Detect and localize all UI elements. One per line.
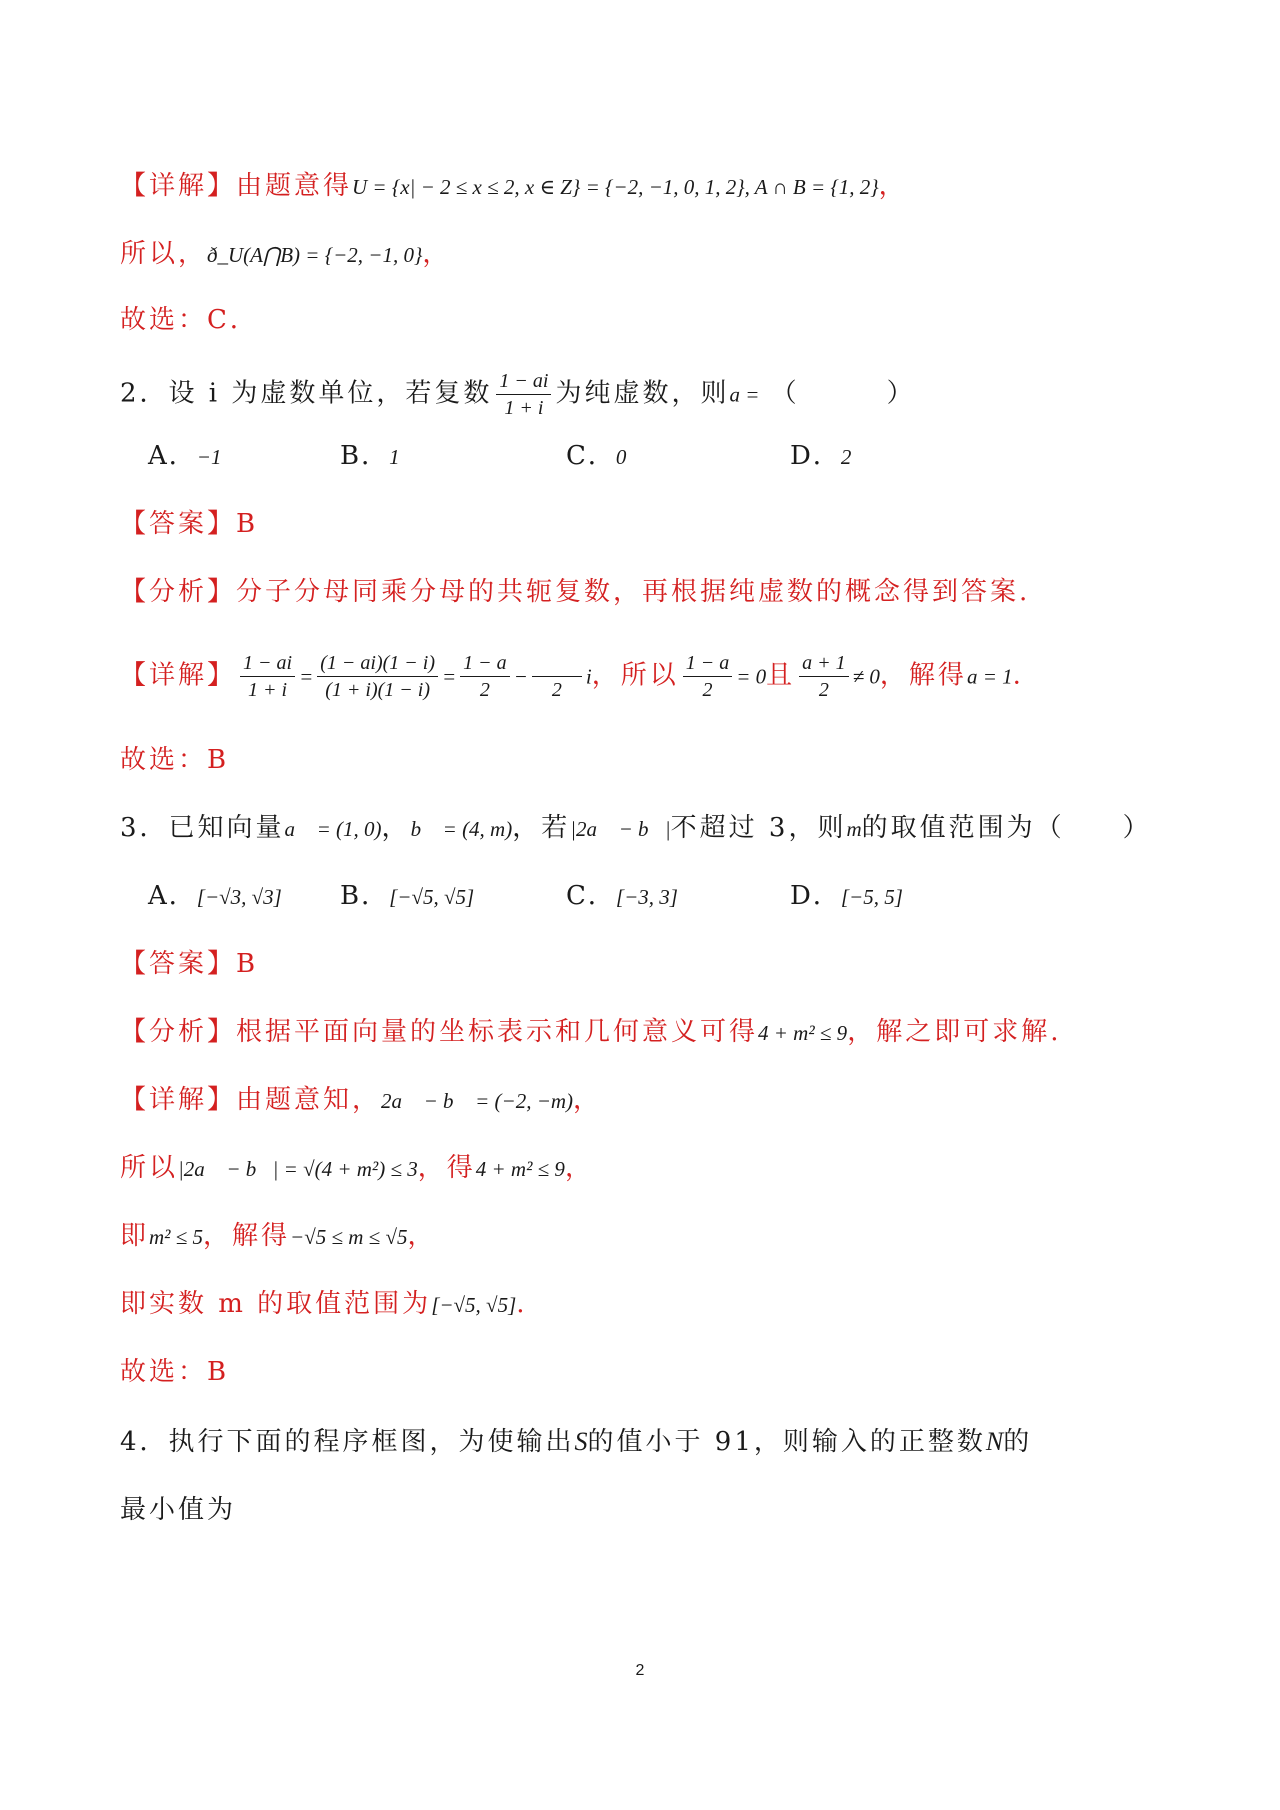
frac-1 bbox=[240, 650, 295, 703]
q2-text: 2．设 i 为虚数单位，若复数 bbox=[120, 378, 493, 409]
q2-option-b bbox=[340, 436, 400, 477]
option-value: 1 bbox=[389, 445, 400, 469]
page-number: 2 bbox=[635, 1662, 645, 1679]
frac-num: 1 − ai bbox=[240, 650, 295, 677]
frac-4 bbox=[532, 650, 582, 703]
option-value: [−3, 3] bbox=[615, 885, 678, 909]
q3-detail-4 bbox=[120, 1284, 528, 1325]
math: |2a⃗ − b⃗| = √(4 + m²) ≤ 3 bbox=[178, 1157, 418, 1181]
frac-den: 2 bbox=[702, 679, 713, 701]
var-N: N bbox=[985, 1427, 1004, 1456]
choose-text: 故选：B bbox=[120, 745, 230, 775]
q3-choose bbox=[120, 1352, 229, 1392]
var-S: S bbox=[574, 1427, 588, 1456]
vector-a: a⃗ = (1, 0) bbox=[284, 817, 382, 841]
q3-answer bbox=[120, 944, 258, 984]
math: = 0 bbox=[736, 664, 767, 689]
option-letter: B． bbox=[340, 441, 390, 471]
frac-3 bbox=[460, 650, 510, 703]
frac-num: (1 − ai)(1 − i) bbox=[317, 650, 438, 677]
q2-paren: （ ） bbox=[770, 378, 916, 409]
option-letter: A． bbox=[148, 441, 197, 471]
q2-detail: 【详解】 $\frac{1 - ai}{1 + i}$ = $\frac{(1 - ai)(1 - i)}{(1 + i)(1 - i)}$ = $\frac{1 - a}{2}$ − 2 i，所以 $\frac{1 - a}{2}$ = 0且 $\frac{a + 1}{2}$ ≠ 0，解得a = 1. bbox=[120, 652, 1024, 701]
text: 不超过 3，则 bbox=[670, 813, 847, 843]
q3-option-d bbox=[790, 876, 903, 917]
q3-analysis bbox=[120, 1012, 1061, 1053]
question-2 bbox=[120, 368, 916, 421]
complement-expression: ð_U(A⋂B) = {−2, −1, 0} bbox=[207, 243, 423, 267]
q2-option-c bbox=[566, 436, 626, 477]
q2-option-a bbox=[148, 436, 221, 477]
option-letter: A． bbox=[148, 881, 197, 911]
option-value: 0 bbox=[615, 445, 627, 469]
frac-num: 1 − a bbox=[683, 650, 733, 677]
text: 且 bbox=[766, 660, 796, 691]
q2-option-d bbox=[790, 436, 851, 477]
q2-text2: 为纯虚数，则 bbox=[555, 378, 730, 409]
q3-option-a bbox=[148, 876, 282, 917]
frac-den: 2 bbox=[818, 679, 829, 701]
answer-text: 【答案】B bbox=[120, 509, 259, 539]
punct: . bbox=[516, 1289, 528, 1319]
text: 4．执行下面的程序框图，为使输出 bbox=[120, 1427, 575, 1457]
math: −√5 ≤ m ≤ √5 bbox=[290, 1225, 408, 1249]
vector-norm: |2a⃗ − b⃗| bbox=[570, 817, 671, 841]
text: 所以， bbox=[120, 239, 208, 269]
imag-unit: i bbox=[585, 664, 592, 689]
option-letter: B． bbox=[340, 881, 390, 911]
frac-num: 1 − a bbox=[460, 650, 510, 677]
q2-analysis bbox=[120, 572, 1030, 612]
text: ，得 bbox=[417, 1153, 476, 1183]
q3-option-b bbox=[340, 876, 474, 917]
text: 最小值为 bbox=[120, 1495, 237, 1525]
text: 3．已知向量 bbox=[120, 813, 285, 843]
detail-line-1 bbox=[120, 166, 908, 207]
result: a = 1 bbox=[966, 664, 1013, 689]
choose-line-q1 bbox=[120, 300, 259, 340]
text: 即实数 m 的取值范围为 bbox=[120, 1289, 432, 1319]
q2-answer bbox=[120, 504, 258, 544]
frac-num: 1 − ai bbox=[496, 368, 551, 395]
frac-num: a + 1 bbox=[799, 650, 849, 677]
choose-text: 故选：B bbox=[120, 1357, 230, 1387]
text: ，解得 bbox=[203, 1221, 291, 1251]
option-value: 2 bbox=[840, 445, 852, 469]
frac-den: 2 bbox=[551, 679, 562, 701]
detail-line-2 bbox=[120, 234, 451, 275]
option-value: −1 bbox=[196, 445, 222, 469]
q3-detail-1 bbox=[120, 1080, 602, 1121]
text: 的 bbox=[1003, 1427, 1033, 1457]
frac-2 bbox=[317, 650, 438, 703]
punct: ， bbox=[407, 1221, 437, 1251]
question-4-line-2 bbox=[120, 1490, 236, 1530]
math: 4 + m² ≤ 9 bbox=[758, 1021, 848, 1045]
detail-label: 【详解】由题意知， bbox=[120, 1085, 382, 1115]
text: ，解之即可求解. bbox=[847, 1017, 1062, 1047]
question-3 bbox=[120, 808, 1152, 849]
option-letter: D． bbox=[790, 441, 841, 471]
punct: ， bbox=[381, 813, 411, 843]
question-4-line-1 bbox=[120, 1422, 1032, 1462]
q2-math: a = bbox=[729, 382, 760, 407]
text: 的值小于 91，则输入的正整数 bbox=[587, 1427, 986, 1457]
set-expression: U = {x| − 2 ≤ x ≤ 2, x ∈ Z} = {−2, −1, 0, 1, 2}, A ∩ B = {1, 2} bbox=[352, 175, 879, 199]
q2-fraction bbox=[496, 368, 551, 421]
punct: ， bbox=[878, 171, 908, 201]
choose-text: 故选：C． bbox=[120, 305, 259, 335]
text: ，解得 bbox=[879, 660, 967, 691]
var-m: m bbox=[846, 817, 862, 841]
option-letter: C． bbox=[566, 881, 616, 911]
option-letter: D． bbox=[790, 881, 841, 911]
frac-6 bbox=[799, 650, 849, 703]
punct: ， bbox=[573, 1085, 603, 1115]
frac-5 bbox=[683, 650, 733, 703]
answer-text: 【答案】B bbox=[120, 949, 259, 979]
text: 的取值范围为（ ） bbox=[861, 813, 1152, 843]
math: m² ≤ 5 bbox=[149, 1225, 204, 1249]
frac-den: (1 + i)(1 − i) bbox=[325, 679, 430, 701]
math: ≠ 0 bbox=[852, 664, 880, 689]
text: 所以 bbox=[120, 1153, 179, 1183]
q3-detail-3 bbox=[120, 1216, 437, 1257]
punct: ， bbox=[422, 239, 452, 269]
option-value: [−√3, √3] bbox=[196, 885, 282, 909]
analysis-text: 【分析】根据平面向量的坐标表示和几何意义可得 bbox=[120, 1017, 759, 1047]
punct: ， bbox=[564, 1153, 594, 1183]
text: ，若 bbox=[512, 813, 571, 843]
analysis-text: 【分析】分子分母同乘分母的共轭复数，再根据纯虚数的概念得到答案. bbox=[120, 577, 1031, 607]
q3-detail-2 bbox=[120, 1148, 594, 1189]
math: [−√5, √5] bbox=[431, 1293, 517, 1317]
text: 即 bbox=[120, 1221, 150, 1251]
math: 4 + m² ≤ 9 bbox=[475, 1157, 565, 1181]
vector-b: b⃗ = (4, m) bbox=[410, 817, 513, 841]
option-value: [−√5, √5] bbox=[389, 885, 475, 909]
frac-den: 1 + i bbox=[504, 397, 544, 419]
frac-den: 1 + i bbox=[248, 679, 288, 701]
option-letter: C． bbox=[566, 441, 616, 471]
detail-label: 【详解】 bbox=[120, 660, 237, 691]
detail-label: 【详解】由题意得 bbox=[120, 171, 353, 201]
q3-option-c bbox=[566, 876, 678, 917]
option-value: [−5, 5] bbox=[840, 885, 903, 909]
math: 2a⃗ − b⃗ = (−2, −m) bbox=[381, 1089, 574, 1113]
text: ，所以 bbox=[591, 660, 679, 691]
punct: . bbox=[1012, 660, 1024, 691]
frac-den: 2 bbox=[479, 679, 490, 701]
q2-choose bbox=[120, 740, 229, 780]
frac-num bbox=[532, 650, 582, 677]
